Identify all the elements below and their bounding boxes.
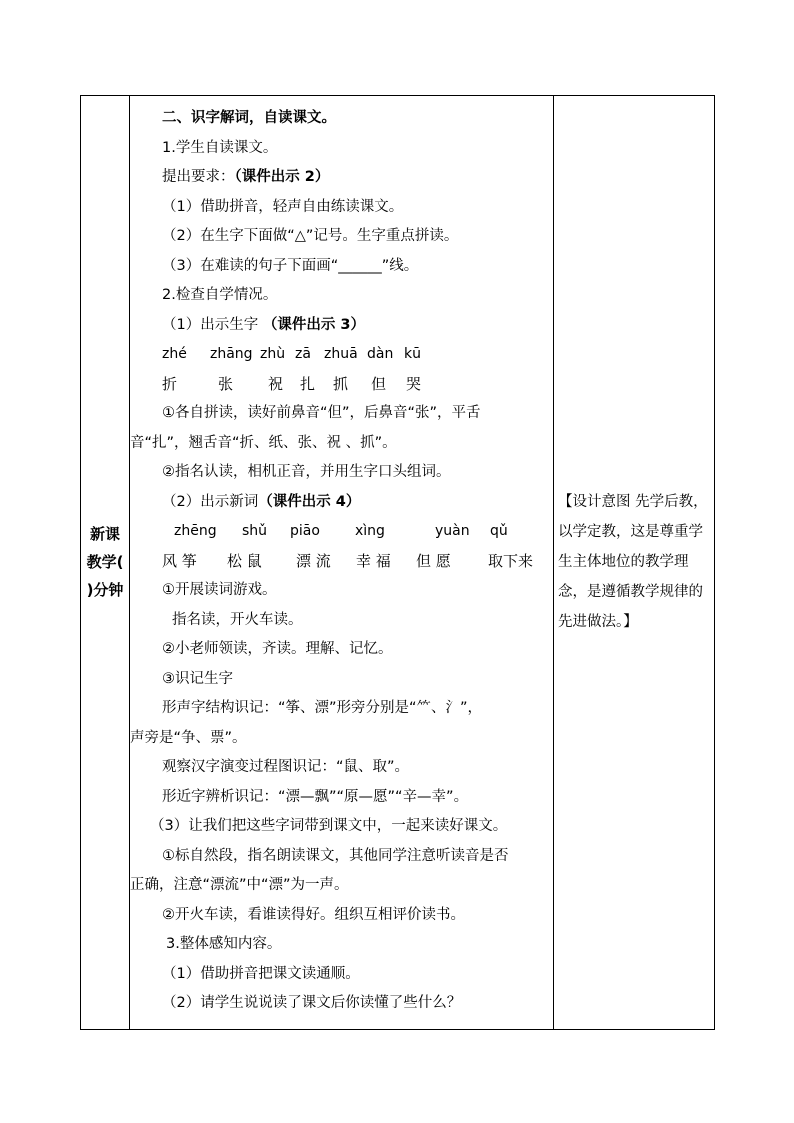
requirement-item-2: （2）在生字下面做“△”记号。生字重点拼读。	[162, 228, 459, 244]
new-words-prefix: （2）出示新词	[162, 493, 259, 510]
new-word: 但 愿	[416, 551, 451, 570]
chars-note-b: 音“扎”，翘舌音“折、纸、张、祝 、抓”。	[130, 434, 397, 451]
stage-cell	[81, 96, 130, 1030]
requirement-item-3: （3）在难读的句子下面画“______”线。	[162, 257, 419, 274]
new-chars-prefix: （1）出示生字	[162, 316, 263, 333]
step-3b: 3.整体感知内容。	[166, 936, 282, 952]
game-c: ②小老师领读，齐读。理解、记忆。	[162, 641, 393, 657]
char-pinyin: zhuā	[324, 346, 358, 362]
word-pinyin: yuàn	[435, 523, 470, 539]
section-title: 二、识字解词，自读课文。	[162, 110, 336, 126]
lesson-plan-table	[80, 95, 715, 1030]
new-char: 但	[371, 374, 387, 393]
structure-a: 形声字结构识记：“筝、漂”形旁分别是“⺮、氵”，	[162, 700, 483, 716]
game-a: ①开展读词游戏。	[162, 582, 277, 598]
word-row	[130, 547, 549, 577]
word-pinyin: shǔ	[242, 523, 268, 539]
requirements-courseware: （课件出示 2）	[234, 169, 330, 185]
requirements-prefix: 提出要求：	[162, 169, 235, 185]
content-cell	[130, 96, 554, 1030]
word-pinyin: zhēng	[174, 523, 217, 539]
char-pinyin: zhé	[162, 346, 187, 362]
char-pinyin: zhāng	[210, 346, 253, 362]
new-word: 松 鼠	[227, 551, 262, 570]
summary-b: （2）请学生说说读了课文后你读懂了些什么？	[162, 995, 462, 1011]
chars-note-a: ①各自拼读，读好前鼻音“但”，后鼻音“张”，平舌	[162, 405, 481, 421]
new-chars-courseware: （课件出示 3）	[262, 316, 365, 333]
new-char: 张	[218, 374, 234, 393]
char-row	[130, 370, 549, 400]
read-a: ①标自然段，指名朗读课文，其他同学注意听读音是否	[162, 847, 509, 864]
char-pinyin: zā	[295, 346, 311, 362]
game-b: 指名读，开火车读。	[172, 611, 303, 628]
word-pinyin-row	[130, 517, 549, 547]
new-words-line	[130, 488, 549, 518]
requirement-item-1: （1）借助拼音，轻声自由练读课文。	[162, 198, 404, 215]
new-word: 取下来	[488, 551, 534, 570]
char-pinyin: kū	[404, 346, 421, 362]
char-pinyin: zhù	[260, 346, 286, 362]
structure-b: 声旁是“争、票”。	[130, 729, 247, 746]
word-pinyin: piāo	[290, 523, 320, 539]
new-char: 折	[162, 374, 178, 393]
summary-a: （1）借助拼音把课文读通顺。	[162, 965, 360, 982]
new-char: 抓	[333, 374, 349, 393]
requirements-line	[130, 163, 549, 193]
similar-chars-line: 形近字辨析识记：“漂—飘”“原—愿”“辛—幸”。	[162, 788, 469, 805]
new-word: 漂 流	[296, 551, 331, 570]
read-c: ②开火车读，看谁读得好。组织互相评价读书。	[162, 906, 465, 923]
chars-note-c: ②指名认读，相机正音，并用生字口头组词。	[162, 464, 451, 480]
game-d: ③识记生字	[162, 670, 233, 687]
new-word: 风 筝	[162, 551, 197, 570]
table-row	[81, 96, 715, 1030]
step-1: 1.学生自读课文。	[162, 139, 278, 156]
word-pinyin: qǔ	[490, 523, 508, 539]
new-char: 哭	[406, 374, 422, 393]
new-words-courseware: （课件出示 4）	[258, 493, 361, 510]
char-pinyin: dàn	[367, 346, 394, 362]
word-pinyin: xìng	[355, 523, 385, 539]
design-intent-note: 【设计意图 先学后教，以学定教，这是尊重学生主体地位的教学理念，是遵循教学规律的先进做法。】	[558, 494, 708, 631]
step-3: （3）让我们把这些字词带到课文中，一起来读好课文。	[150, 818, 508, 834]
stage-label: 新课教学( )分钟	[86, 525, 124, 600]
new-word: 幸 福	[356, 551, 391, 570]
design-note-cell	[554, 96, 715, 1030]
step-2: 2.检查自学情况。	[162, 287, 278, 303]
read-b: 正确，注意“漂流”中“漂”为一声。	[130, 877, 349, 893]
new-char: 祝	[268, 374, 284, 393]
evolution-line: 观察汉字演变过程图识记：“鼠、取”。	[162, 759, 410, 775]
new-char: 扎	[300, 374, 316, 393]
char-pinyin-row	[130, 340, 549, 370]
new-chars-line	[130, 311, 549, 341]
